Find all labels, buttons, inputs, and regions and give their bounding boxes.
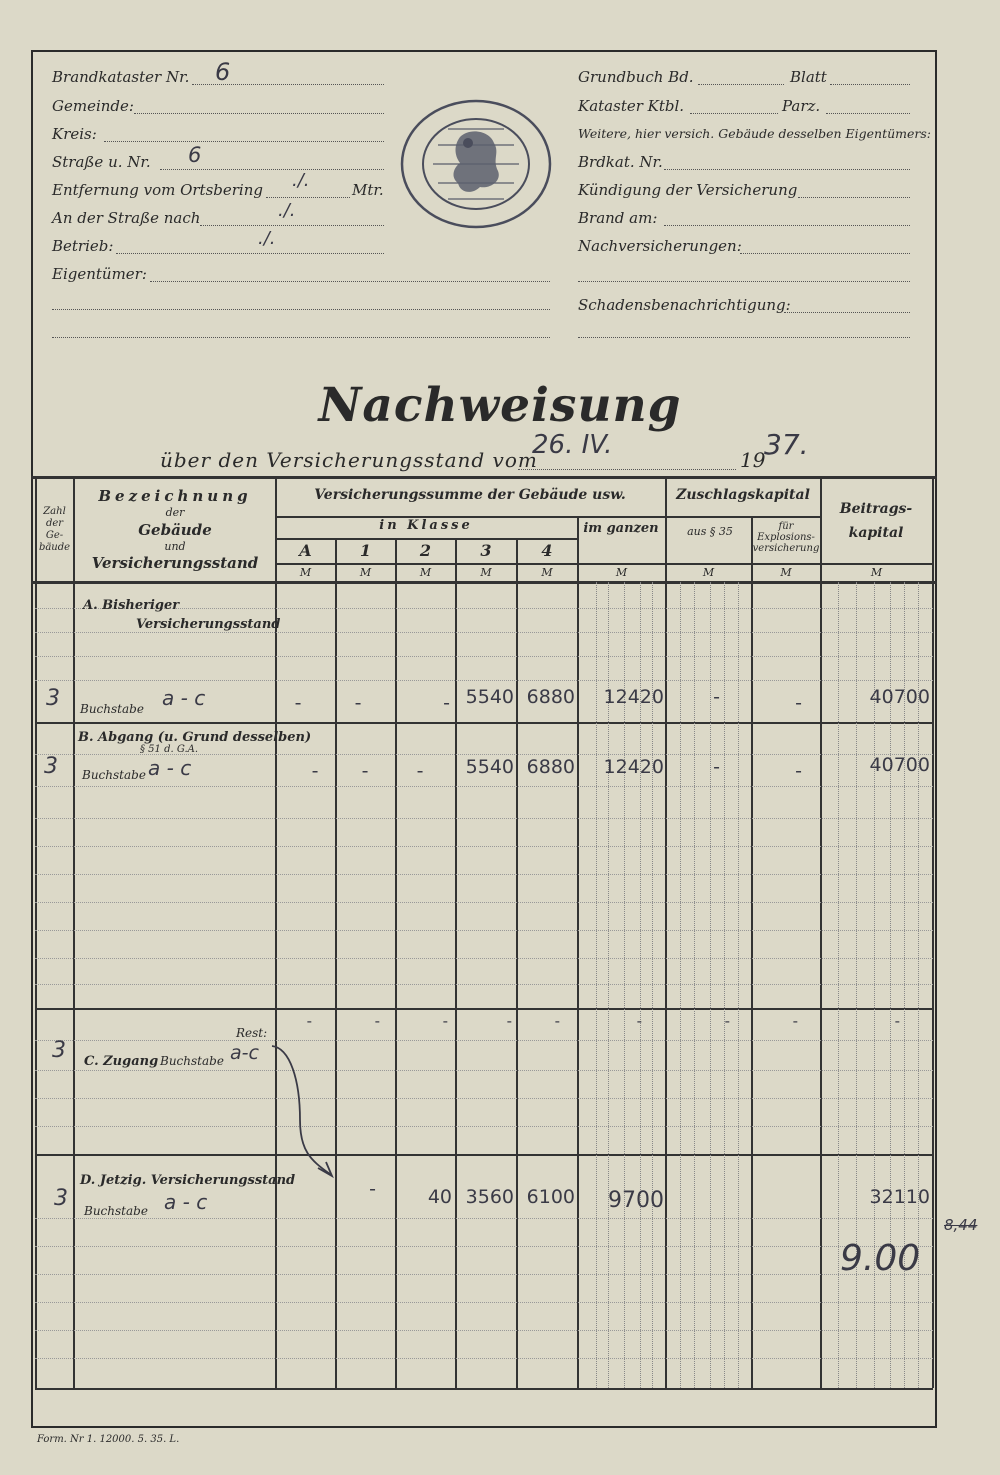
row-d-beitrag: 32110 bbox=[869, 1186, 930, 1208]
row-c-buchstabe: a-c bbox=[230, 1042, 259, 1064]
brandkataster-label: Brandkataster Nr. bbox=[52, 68, 190, 86]
brdkat-label: Brdkat. Nr. bbox=[578, 153, 663, 171]
buchstabe-label: Buchstabe bbox=[84, 1204, 148, 1218]
row-d-klasse-3: 3560 bbox=[465, 1186, 514, 1208]
row-a-klasse-a: - bbox=[294, 692, 302, 714]
strasse-value: 6 bbox=[188, 143, 202, 167]
header-klasse-2: 2 bbox=[419, 541, 432, 560]
row-b-explosion: - bbox=[795, 760, 802, 782]
rate-note: 9.00 bbox=[840, 1238, 921, 1279]
header-beitrags: Beitrags-kapital bbox=[839, 501, 913, 541]
row-b-klasse-3: 5540 bbox=[465, 756, 514, 778]
schadens-label: Schadensbenachrichtigung: bbox=[578, 296, 791, 314]
strasse-label: Straße u. Nr. bbox=[52, 153, 151, 171]
header-zahl: Zahl der Ge-bäude bbox=[38, 506, 71, 553]
unit-mark: M bbox=[702, 566, 715, 579]
row-a-aus35: - bbox=[713, 686, 720, 708]
header-im-ganzen: im ganzen bbox=[583, 521, 659, 536]
kuendigung-label: Kündigung der Versicherung bbox=[578, 181, 798, 199]
betrieb-label: Betrieb: bbox=[52, 237, 114, 255]
entfernung-value: ./. bbox=[292, 170, 310, 191]
brand-label: Brand am: bbox=[578, 209, 658, 227]
row-c-explosion: - bbox=[792, 1012, 798, 1030]
blatt-label: Blatt bbox=[790, 68, 827, 86]
row-a-count: 3 bbox=[46, 686, 60, 711]
betrieb-value: ./. bbox=[258, 228, 276, 249]
form-number-footer: Form. Nr 1. 12000. 5. 35. L. bbox=[37, 1434, 180, 1445]
header-in-klasse: in Klasse bbox=[379, 518, 473, 533]
buchstabe-label: Buchstabe bbox=[80, 702, 144, 716]
unit-mark: M bbox=[359, 566, 372, 579]
section-a-subtitle: Versicherungsstand bbox=[136, 617, 281, 632]
header-bezeichnung: Bezeichnung bbox=[98, 487, 252, 505]
section-b-sub: § 51 d. G.A. bbox=[140, 744, 199, 755]
arrow-c-to-d bbox=[270, 1040, 350, 1180]
unit-mark: M bbox=[299, 566, 312, 579]
kataster-label: Kataster Ktbl. bbox=[578, 97, 685, 115]
brandkataster-value: 6 bbox=[215, 58, 231, 86]
row-b-klasse-1: - bbox=[361, 760, 369, 782]
row-b-count: 3 bbox=[44, 754, 58, 779]
row-c-aus35: - bbox=[724, 1012, 730, 1030]
row-d-buchstabe: a - c bbox=[164, 1190, 208, 1214]
weitere-label: Weitere, hier versich. Gebäude desselben Eigentümers: bbox=[578, 126, 932, 141]
eigentuemer-label: Eigentümer: bbox=[52, 265, 147, 283]
struck-rate-note: 8,44 bbox=[944, 1216, 978, 1234]
row-d-klasse-4: 6100 bbox=[526, 1186, 575, 1208]
header-explosion: für Explosions-versicherung bbox=[752, 521, 820, 554]
unit-mark: M bbox=[480, 566, 492, 579]
row-c-klasse-3: - bbox=[506, 1012, 512, 1030]
row-a-klasse-3: 5540 bbox=[465, 686, 514, 708]
insurance-seal-stamp bbox=[398, 97, 554, 231]
section-a-title: A. Bisheriger bbox=[83, 598, 180, 613]
grundbuch-label: Grundbuch Bd. bbox=[578, 68, 694, 86]
row-c-klasse-a: - bbox=[306, 1012, 312, 1030]
header-aus35: aus § 35 bbox=[687, 525, 733, 538]
row-b-klasse-a: - bbox=[311, 760, 319, 782]
buchstabe-label: Buchstabe bbox=[82, 768, 146, 782]
row-d-klasse-1: - bbox=[369, 1178, 376, 1200]
header-klasse-3: 3 bbox=[480, 541, 492, 560]
row-b-klasse-4: 6880 bbox=[526, 756, 575, 778]
row-c-klasse-2: - bbox=[442, 1012, 448, 1030]
header-klasse-1: 1 bbox=[359, 541, 372, 560]
subtitle-date: 26. IV. bbox=[532, 430, 613, 460]
unit-mark: M bbox=[419, 566, 432, 579]
section-c-title: C. Zugang bbox=[84, 1054, 159, 1069]
row-c-ganzen: - bbox=[636, 1012, 642, 1030]
nachversicherungen-label: Nachversicherungen: bbox=[578, 237, 742, 255]
row-b-ganzen: 12420 bbox=[603, 756, 664, 778]
entfernung-label: Entfernung vom Ortsbering bbox=[52, 181, 263, 199]
entfernung-unit: Mtr. bbox=[352, 181, 384, 199]
row-c-beitrag: - bbox=[894, 1012, 900, 1030]
header-und: und bbox=[164, 540, 186, 553]
section-b-title: B. Abgang (u. Grund desselben) bbox=[78, 730, 312, 745]
row-d-klasse-2: 40 bbox=[427, 1186, 452, 1208]
row-c-klasse-4: - bbox=[554, 1012, 560, 1030]
header-klasse-4: 4 bbox=[541, 541, 553, 560]
header-summe: Versicherungssumme der Gebäude usw. bbox=[314, 487, 626, 503]
row-c-klasse-1: - bbox=[374, 1012, 380, 1030]
an-der-strasse-label: An der Straße nach bbox=[52, 209, 201, 227]
section-d-title: D. Jetzig. Versicherungsstand bbox=[80, 1173, 296, 1188]
subtitle-year: 37. bbox=[764, 428, 809, 461]
row-a-klasse-1: - bbox=[354, 692, 362, 714]
row-d-count: 3 bbox=[54, 1186, 68, 1211]
unit-mark: M bbox=[615, 566, 628, 579]
row-a-klasse-4: 6880 bbox=[526, 686, 575, 708]
row-a-klasse-2: - bbox=[443, 692, 450, 714]
row-a-ganzen: 12420 bbox=[603, 686, 664, 708]
row-b-beitrag: 40700 bbox=[869, 754, 930, 776]
unit-mark: M bbox=[541, 566, 553, 579]
header-gebaeude: Gebäude bbox=[138, 521, 212, 539]
section-c-rest: Rest: bbox=[236, 1026, 268, 1040]
unit-mark: M bbox=[870, 566, 883, 579]
row-b-klasse-2: - bbox=[416, 760, 424, 782]
document-title: Nachweisung bbox=[318, 378, 682, 433]
subtitle-prefix: über den Versicherungsstand vom bbox=[160, 448, 538, 472]
row-d-ganzen: 9700 bbox=[608, 1188, 664, 1213]
row-a-explosion: - bbox=[795, 692, 802, 714]
subtitle-year-prefix: 19 bbox=[740, 448, 766, 472]
row-b-aus35: - bbox=[713, 756, 720, 778]
an-der-strasse-value: ./. bbox=[278, 200, 296, 221]
row-b-buchstabe: a - c bbox=[148, 756, 192, 780]
header-klasse-a: A bbox=[299, 541, 312, 560]
row-a-beitrag: 40700 bbox=[869, 686, 930, 708]
unit-mark: M bbox=[780, 566, 792, 579]
header-der: der bbox=[165, 506, 185, 519]
kreis-label: Kreis: bbox=[52, 125, 97, 143]
parz-label: Parz. bbox=[782, 97, 821, 115]
gemeinde-label: Gemeinde: bbox=[52, 97, 134, 115]
buchstabe-label: Buchstabe bbox=[160, 1054, 224, 1068]
row-c-count: 3 bbox=[52, 1038, 66, 1063]
row-a-buchstabe: a - c bbox=[162, 686, 206, 710]
header-versicherungsstand: Versicherungsstand bbox=[91, 554, 259, 572]
header-zuschlag: Zuschlagskapital bbox=[676, 487, 810, 503]
